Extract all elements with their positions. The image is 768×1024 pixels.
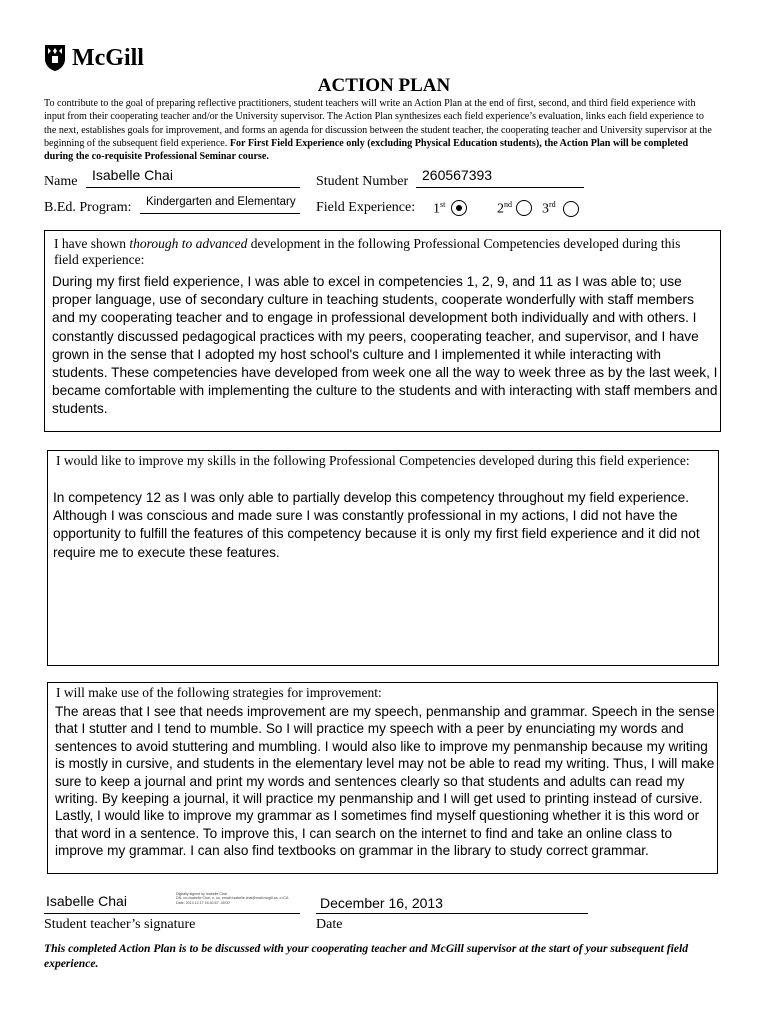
date-underline bbox=[316, 913, 588, 914]
strengths-box bbox=[44, 230, 721, 432]
signature-label: Student teacher’s signature bbox=[44, 917, 196, 932]
option-2-label: 2nd bbox=[497, 200, 512, 217]
strategies-box bbox=[47, 682, 718, 874]
program-field[interactable]: Kindergarten and Elementary bbox=[146, 196, 296, 208]
signature-name[interactable]: Isabelle Chai bbox=[46, 893, 127, 909]
name-underline bbox=[86, 187, 300, 188]
intro-text: To contribute to the goal of preparing reflective practitioners, student teachers will write an Action Plan at the end of first, second, and third field experience with input from their cooperating teacher and/or the University supervisor. The Action Plan synthesizes each field experience’s evaluation, links each field experience to the next, establishes goals for improvement, and forms an agenda for discussion between the student teacher, the cooperating teacher and University supervisor at the beginning of the subsequent field experience. bbox=[44, 98, 712, 149]
mcgill-logo bbox=[44, 44, 144, 72]
intro-bold-text: For First Field Experience only (excluding Physical Education students), the Action Plan will be completed during the co-requisite Professional Seminar course. bbox=[44, 137, 689, 163]
option-3-label: 3rd bbox=[542, 200, 556, 217]
signature-underline bbox=[44, 913, 300, 914]
program-underline bbox=[140, 213, 300, 214]
strategies-answer[interactable]: The areas that I see that needs improvement are my speech, penmanship and grammar. Speech in the sense that I stutter and I tend to mumble. So I will practice my speech with a peer by enunciating my words and sentences to avoid stuttering and mumbling. I would also like to improve my penmanship because my writing is mostly in cursive, and students in the elementary level may not be able to read my writing. Thus, I will make sure to keep a journal and print my words and sentences clearly so that students and adults can read my writing. By keeping a journal, it will practice my penmanship and I will get used to printing instead of cursive. Lastly, I would like to improve my grammar as I sometimes find myself questioning whether it is this word or that word in a sentence. To improve this, I can search on the internet to find and take an online class to improve my grammar. I can also find textbooks on grammar in the library to study correct grammar. bbox=[55, 704, 715, 859]
strengths-prompt: I have shown thorough to advanced development in the following Professional Competencies developed during this field experience: bbox=[54, 236, 681, 267]
name-label: Name bbox=[44, 174, 78, 189]
improvement-prompt: I would like to improve my skills in the following Professional Competencies developed during this field experience: bbox=[56, 453, 690, 468]
student-number-field[interactable]: 260567393 bbox=[422, 167, 493, 183]
mcgill-crest-icon bbox=[44, 44, 66, 72]
strategies-prompt: I will make use of the following strategies for improvement: bbox=[56, 685, 382, 700]
footer-note: This completed Action Plan is to be discussed with your cooperating teacher and McGill supervisor at the start of your subsequent field experience. bbox=[44, 942, 689, 970]
name-field[interactable]: Isabelle Chai bbox=[92, 167, 173, 183]
date-label: Date bbox=[316, 917, 343, 932]
brand-name: McGill bbox=[72, 44, 144, 71]
improvement-answer[interactable]: In competency 12 as I was only able to partially develop this competency throughout my field experience. Although I was conscious and made sure I was constantly professional in my actions, I did not have the opportunity to fulfill the features of this competency because it is only my first field experience and it did not require me to execute these features. bbox=[53, 490, 700, 560]
program-label: B.Ed. Program: bbox=[44, 200, 132, 215]
page-title: ACTION PLAN bbox=[317, 75, 451, 96]
student-number-label: Student Number bbox=[316, 174, 409, 189]
field-experience-3-radio[interactable] bbox=[563, 201, 579, 217]
option-1-label: 1st bbox=[433, 200, 446, 217]
improvement-box bbox=[47, 450, 719, 666]
field-experience-1-radio[interactable] bbox=[451, 200, 467, 216]
intro-paragraph bbox=[44, 97, 716, 163]
date-field[interactable]: December 16, 2013 bbox=[320, 895, 443, 911]
digital-signature-stamp: Digitally signed by Isabelle Chai DN: cn=Isabelle Chai, o, ou, email=isabelle.chai@mail.mcgill.ca, c=CA Date: 2013.12.17 16:40:57 -05'00' bbox=[176, 892, 289, 905]
strengths-answer[interactable]: During my first field experience, I was able to excel in competencies 1, 2, 9, and 11 as I was able to; use proper language, use of secondary culture in teaching students, cooperate wonderfully with staff members and my cooperating teacher and to engage in professional development both individually and with others. I constantly discussed pedagogical practices with my peers, cooperating teacher, and supervisor, and I have grown in the sense that I adopted my host school's culture and I implemented it while interacting with students. These competencies have developed from week one all the way to week three as by the last week, I became comfortable with implementing the culture to the students and with interacting with staff members and students. bbox=[52, 274, 718, 417]
field-experience-2-radio[interactable] bbox=[516, 200, 532, 216]
field-experience-label: Field Experience: bbox=[316, 200, 416, 215]
student-number-underline bbox=[416, 187, 584, 188]
